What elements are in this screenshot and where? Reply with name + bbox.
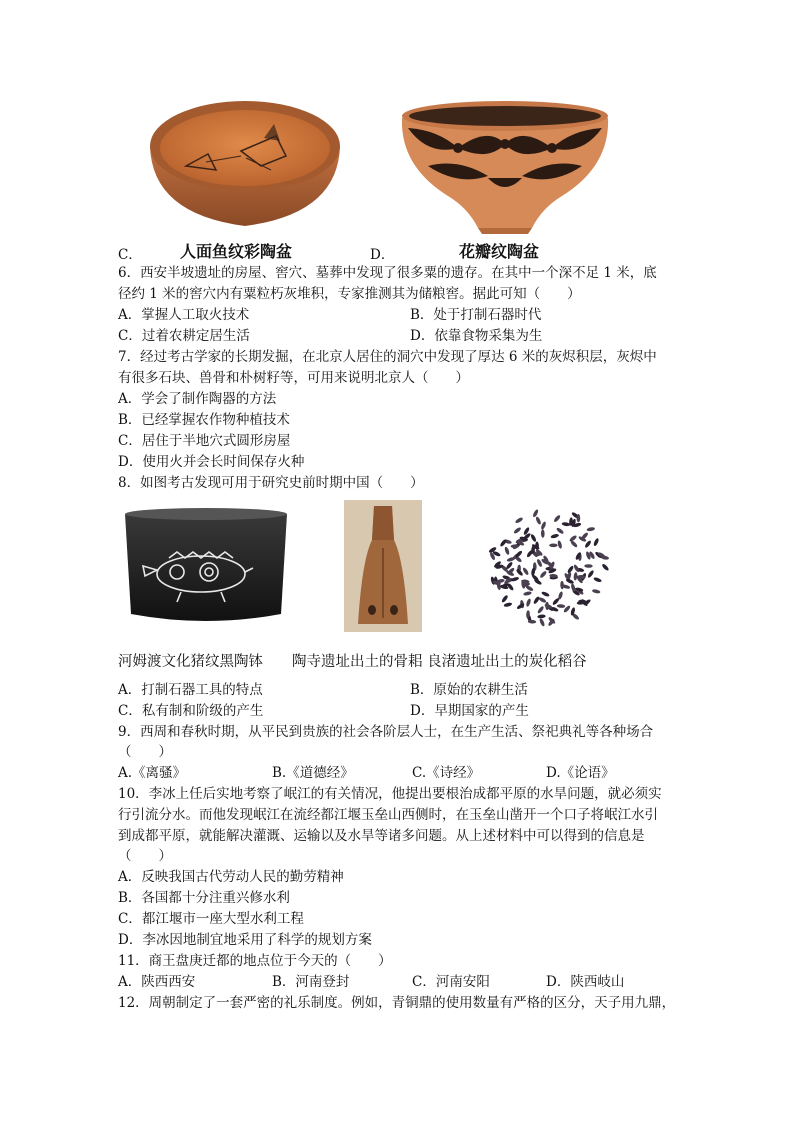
bone-spade-figure [344, 500, 422, 632]
q10-option-a: A．反映我国古代劳动人民的勤劳精神 [118, 869, 344, 885]
rice-grain [573, 572, 577, 581]
rice-grain [523, 591, 532, 596]
rice-grain [560, 581, 564, 590]
q10-stem-line-3: 到成都平原，就能解决灌溉、运输以及水旱等诸多问题。从上述材料中可以得到的信息是 [118, 828, 645, 844]
rice-grain [593, 538, 600, 547]
carbonized-rice-figure [484, 502, 612, 630]
q6-option-c: C．过着农耕定居生活 [118, 328, 250, 344]
q10-stem-line-4: （ ） [118, 848, 172, 864]
q9-option-a: A.《离骚》 [118, 765, 187, 781]
rice-grain [587, 570, 595, 579]
rice-grain [584, 564, 592, 568]
q6-option-b: B．处于打制石器时代 [410, 307, 542, 323]
black-pot-figure [121, 506, 291, 628]
q8-stem: 8．如图考古发现可用于研究史前时期中国（ ） [118, 475, 424, 491]
rice-grain [592, 589, 601, 594]
q8-option-b: B．原始的农耕生活 [410, 682, 528, 698]
rice-grain [515, 517, 524, 524]
rice-grain [541, 529, 545, 537]
q8-option-a: A．打制石器工具的特点 [118, 682, 263, 698]
q8-option-c: C．私有制和阶级的产生 [118, 703, 264, 719]
q6-stem-line-2: 径约 1 米的窖穴内有粟粒朽灰堆积，专家推测其为储粮窖。据此可知（ ） [118, 286, 581, 302]
q7-stem-line-2: 有很多石块、兽骨和朴树籽等，可用来说明北京人（ ） [118, 370, 469, 386]
rice-grain [557, 540, 563, 549]
rice-grain [522, 567, 530, 576]
rice-grain [556, 527, 565, 535]
q11-option-b: B．河南登封 [272, 974, 350, 990]
rice-grain [539, 570, 547, 579]
q9-option-b: B.《道德经》 [272, 765, 354, 781]
q6-option-a: A．掌握人工取火技术 [118, 307, 250, 323]
rice-grain [541, 591, 550, 598]
rice-grain [537, 605, 545, 614]
rice-grain [550, 533, 559, 539]
q11-stem: 11．商王盘庚迁都的地点位于今天的（ ） [118, 953, 392, 969]
rice-grain [549, 544, 557, 548]
q9-option-c: C.《诗经》 [412, 765, 481, 781]
q11-option-d: D．陕西岐山 [546, 974, 625, 990]
rice-grain [533, 596, 541, 605]
pig-pattern-black-pot-icon [121, 506, 291, 628]
carbonized-rice-icon [484, 502, 612, 630]
q8-option-d: D．早期国家的产生 [410, 703, 529, 719]
q10-option-b: B．各国都十分注重兴修水利 [118, 890, 290, 906]
left-figure-caption: 人面鱼纹彩陶盆 [180, 242, 293, 261]
q10-option-c: C．都江堰市一座大型水利工程 [118, 911, 304, 927]
rice-grain [503, 602, 512, 608]
q7-option-a: A．学会了制作陶器的方法 [118, 391, 277, 407]
rice-grain [532, 509, 539, 518]
petal-pattern-basin-figure [398, 96, 612, 236]
q9-stem-line-2: （ ） [118, 744, 172, 760]
q10-stem-line-2: 行引流分水。而他发现岷江在流经都江堰玉垒山西侧时，在玉垒山凿开一个口子将岷江水引 [118, 807, 658, 823]
rice-grain [601, 563, 609, 571]
rice-grain [530, 533, 537, 542]
rice-grain [586, 527, 595, 532]
q11-option-c: C．河南安阳 [412, 974, 490, 990]
q7-option-d: D．使用火并会长时间保存火种 [118, 454, 305, 470]
rice-grain [525, 598, 531, 607]
q10-stem-line-1: 10．李冰上任后实地考察了岷江的有关情况，他提出要根治成都平原的水旱问题，就必须实 [118, 786, 662, 802]
painted-pottery-basin-figure [146, 96, 344, 230]
q6-option-d: D．依靠食物采集为生 [410, 328, 543, 344]
painted-pottery-basin-icon [146, 96, 344, 230]
q7-option-c: C．居住于半地穴式圆形房屋 [118, 433, 291, 449]
right-figure-caption: 花瓣纹陶盆 [459, 242, 540, 261]
q6-stem-line-1: 6．西安半坡遗址的房屋、窖穴、墓葬中发现了很多粟的遗存。在其中一个深不足 1 米，底 [118, 265, 657, 281]
q9-stem-line-1: 9．西周和春秋时期，从平民到贵族的社会各阶层人士，在生产生活、祭祀典礼等各种场合 [118, 724, 654, 740]
q9-option-d: D.《论语》 [546, 765, 615, 781]
rice-grain [535, 516, 542, 525]
q8-figure-captions: 河姆渡文化猪纹黑陶钵 陶寺遗址出土的骨耜 良渚遗址出土的炭化稻谷 [118, 654, 587, 670]
q10-option-d: D．李冰因地制宜地采用了科学的规划方案 [118, 932, 372, 948]
option-d-label: D． [370, 247, 395, 263]
rice-grain [540, 521, 547, 530]
q7-option-b: B．已经掌握农作物种植技术 [118, 412, 290, 428]
rice-grain [510, 576, 519, 582]
option-c-label: C． [118, 247, 142, 263]
rice-grain [593, 577, 602, 583]
q12-stem: 12．周朝制定了一套严密的礼乐制度。例如，青铜鼎的使用数量有严格的区分，天子用九鼎， [118, 995, 676, 1011]
rice-grain [537, 614, 546, 618]
rice-grain [557, 604, 566, 608]
q7-stem-line-1: 7．经过考古学家的长期发掘，在北京人居住的洞穴中发现了厚达 6 米的灰烬积层，灰烬中 [118, 349, 657, 365]
petal-pattern-basin-icon [398, 96, 612, 236]
rice-grain [504, 546, 510, 555]
rice-grain [561, 522, 570, 527]
rice-grain [513, 526, 522, 534]
bone-spade-icon [344, 500, 422, 632]
rice-grain [577, 514, 581, 522]
rice-grain [501, 594, 509, 603]
rice-grain [553, 514, 561, 523]
rice-grain [539, 618, 546, 627]
q11-option-a: A．陕西西安 [118, 974, 196, 990]
